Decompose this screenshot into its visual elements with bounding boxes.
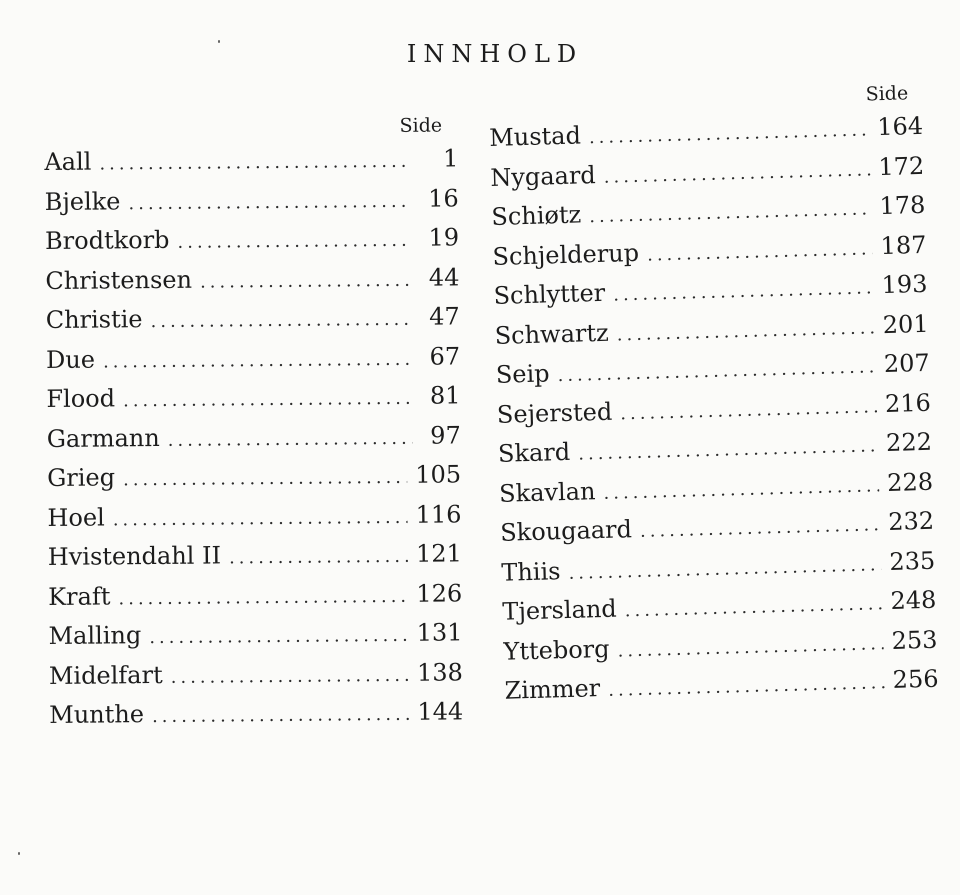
entry-name: Sejersted [496,397,613,429]
entry-page-number: 253 [891,625,938,655]
toc-entry [46,302,460,345]
toc-entry [47,421,461,464]
entry-page-number: 187 [880,230,927,260]
dot-leader [149,625,409,648]
dot-leader [177,230,411,253]
dot-leader [603,159,870,187]
entry-page-number: 228 [886,467,934,497]
entry-page-number: 126 [416,578,463,608]
toc-entry [44,144,458,187]
dot-leader [568,554,882,584]
toc-entry [45,263,459,306]
toc-entry [49,658,463,701]
entry-name: Bjelke [44,186,121,216]
dot-leader [103,348,412,372]
dot-leader [608,672,885,701]
dot-leader [589,119,870,148]
dot-leader [99,151,410,175]
dot-leader [113,506,408,530]
entry-page-number: 138 [416,657,463,687]
dot-leader [613,277,874,305]
dot-leader [229,546,408,569]
entry-name: Aall [44,147,92,176]
toc-entries [44,144,463,740]
entry-name: Grieg [47,463,116,492]
entry-name: Ytteborg [503,634,610,666]
entry-name: Skavlan [498,476,596,508]
entry-page-number: 235 [889,546,936,576]
dot-leader [589,198,872,227]
toc-entry [48,579,462,622]
entry-page-number: 16 [428,183,459,213]
side-column-header: Side [865,82,909,106]
entry-page-number: 105 [415,460,462,489]
entry-page-number: 172 [877,151,925,181]
entry-name: Schiøtz [491,200,582,231]
entry-name: Garmann [46,423,160,453]
entry-page-number: 248 [890,585,937,615]
entry-page-number: 256 [892,664,939,694]
entry-name: Zimmer [504,674,601,705]
dot-leader [171,664,410,687]
entry-page-number: 47 [429,302,460,331]
dot-leader [624,593,882,621]
entry-page-number: 1 [442,144,459,173]
toc-left-column [44,114,463,740]
dot-leader [616,317,875,345]
dot-leader [617,633,884,661]
entry-page-number: 67 [429,341,461,371]
dot-leader [647,238,873,265]
entry-page-number: 44 [428,262,460,292]
toc-entries [489,112,939,716]
entry-name: Hvistendahl II [47,541,222,571]
entry-page-number: 164 [876,111,924,142]
entry-name: Nygaard [489,160,597,192]
toc-entry [48,539,462,582]
entry-page-number: 207 [883,348,931,379]
entry-page-number: 116 [415,499,462,529]
toc-entry [47,500,461,543]
toc-entry [49,697,463,740]
page-title: INNHOLD [406,40,584,68]
paper-speck [18,852,20,855]
entry-page-number: 222 [885,427,933,458]
entry-name: Skougaard [499,515,633,547]
entry-name: Seip [495,359,550,389]
entry-name: Midelfart [48,660,163,690]
entry-page-number: 216 [884,388,932,418]
entry-name: Hoel [47,502,105,532]
entry-page-number: 19 [428,223,460,252]
dot-leader [640,514,881,542]
entry-page-number: 144 [417,697,464,726]
dot-leader [118,585,408,609]
side-column-header: Side [399,114,443,137]
toc-right-column [488,82,939,716]
dot-leader [200,269,412,292]
toc-entry [47,460,461,503]
entry-name: Schlytter [493,278,606,310]
entry-name: Schjelderup [492,238,640,271]
entry-name: Mustad [488,121,582,152]
entry-name: Kraft [48,581,111,611]
entry-name: Skard [497,437,571,468]
dot-leader [168,427,413,450]
entry-page-number: 201 [882,309,929,339]
entry-name: Schwartz [494,318,610,350]
dot-leader [123,467,407,490]
toc-entry [46,342,460,385]
entry-page-number: 193 [881,269,928,300]
toc-entry [45,184,459,227]
entry-page-number: 232 [887,506,935,536]
entry-page-number: 97 [430,420,461,450]
entry-page-number: 178 [879,190,926,221]
dot-leader [152,704,410,727]
dot-leader [557,356,876,386]
dot-leader [578,435,879,464]
dot-leader [128,190,410,213]
dot-leader [123,388,413,412]
entry-name: Christie [45,305,143,334]
dot-leader [151,309,412,332]
entry-name: Flood [46,384,116,413]
paper-speck [218,40,220,43]
entry-page-number: 81 [429,381,461,410]
toc-entry [48,618,462,661]
entry-page-number: 131 [416,618,463,647]
dot-leader [603,475,879,504]
entry-name: Due [45,345,96,374]
entry-name: Tjersland [502,594,618,626]
entry-page-number: 121 [415,539,462,568]
entry-name: Brodtkorb [44,225,170,255]
toc-entry [45,223,459,266]
entry-name: Christensen [45,265,193,295]
toc-entry [46,381,460,424]
entry-name: Munthe [49,700,145,729]
entry-name: Malling [48,621,142,650]
dot-leader [620,396,877,424]
entry-name: Thiis [500,556,561,587]
